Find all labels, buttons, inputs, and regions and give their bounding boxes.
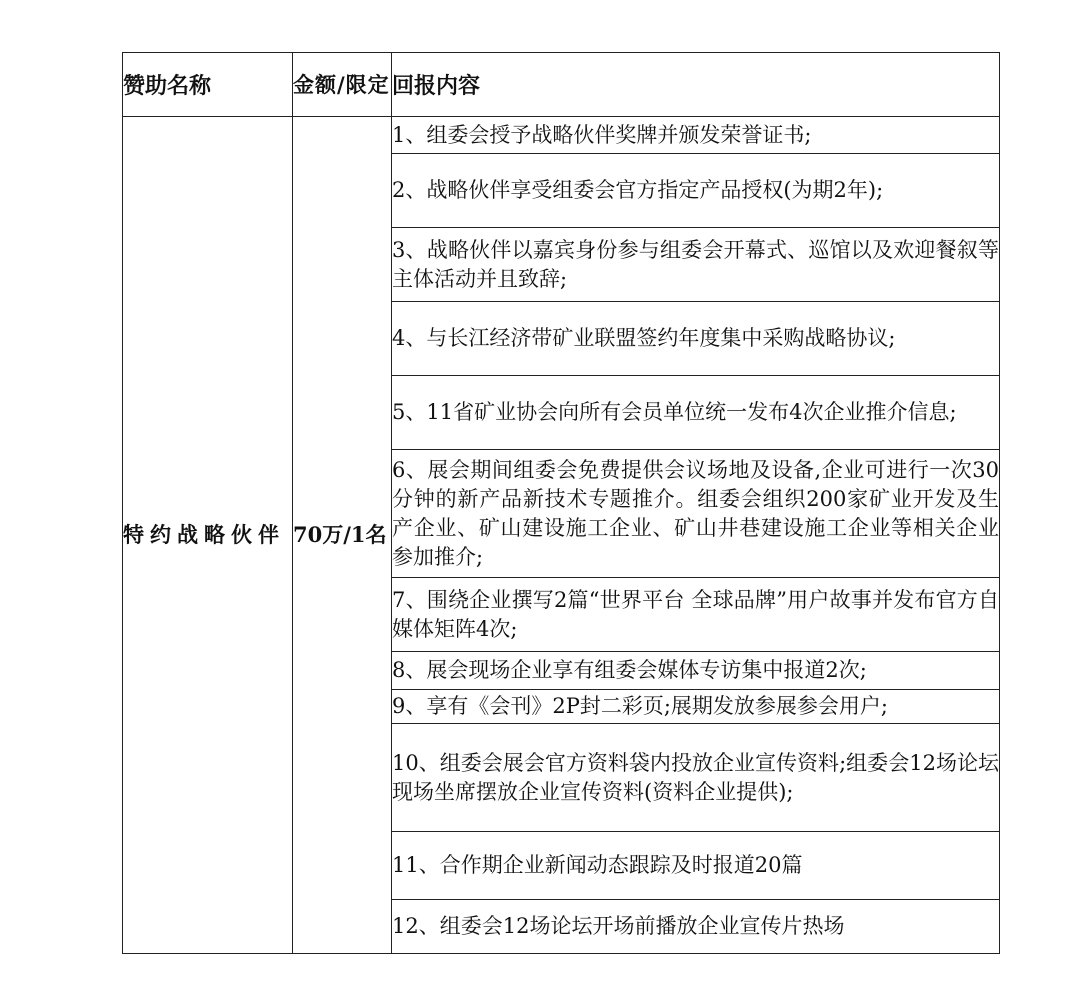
header-row — [123, 53, 1000, 117]
sponsor-amount-cell: 70万/1名 — [293, 117, 392, 954]
header-amount-limit: 金额/限定 — [293, 53, 392, 117]
return-item-8: 8、展会现场企业享有组委会媒体专访集中报道2次; — [392, 652, 1000, 690]
return-item-10: 10、组委会展会官方资料袋内投放企业宣传资料;组委会12场论坛现场坐席摆放企业宣传资料(资料企业提供); — [392, 724, 1000, 832]
sponsorship-table — [122, 52, 1000, 954]
header-return-content: 回报内容 — [392, 53, 1000, 117]
sponsor-name-cell: 特约战略伙伴 — [123, 117, 293, 954]
return-item-3: 3、战略伙伴以嘉宾身份参与组委会开幕式、巡馆以及欢迎餐叙等主体活动并且致辞; — [392, 228, 1000, 302]
return-item-5: 5、11省矿业协会向所有会员单位统一发布4次企业推介信息; — [392, 376, 1000, 450]
return-item-7: 7、围绕企业撰写2篇“世界平台 全球品牌”用户故事并发布官方自媒体矩阵4次; — [392, 578, 1000, 652]
return-item-12: 12、组委会12场论坛开场前播放企业宣传片热场 — [392, 900, 1000, 954]
return-item-11: 11、合作期企业新闻动态跟踪及时报道20篇 — [392, 832, 1000, 900]
return-item-1: 1、组委会授予战略伙伴奖牌并颁发荣誉证书; — [392, 117, 1000, 154]
table-row — [123, 117, 1000, 154]
return-item-4: 4、与长江经济带矿业联盟签约年度集中采购战略协议; — [392, 302, 1000, 376]
return-item-6: 6、展会期间组委会免费提供会议场地及设备,企业可进行一次30分钟的新产品新技术专题推介。组委会组织200家矿业开发及生产企业、矿山建设施工企业、矿山井巷建设施工企业等相关企业参加推介; — [392, 450, 1000, 578]
return-item-9: 9、享有《会刊》2P封二彩页;展期发放参展参会用户; — [392, 690, 1000, 724]
return-item-2: 2、战略伙伴享受组委会官方指定产品授权(为期2年); — [392, 154, 1000, 228]
header-sponsor-name: 赞助名称 — [123, 53, 293, 117]
